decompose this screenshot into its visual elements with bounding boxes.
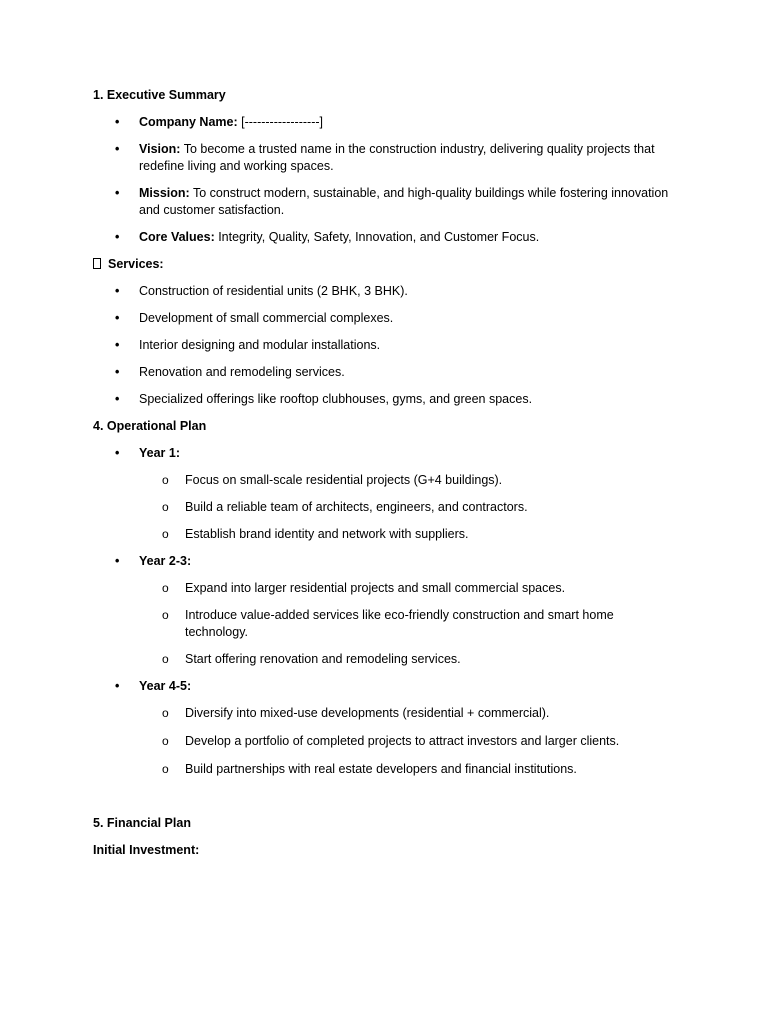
services-heading-text: Services: xyxy=(108,257,164,271)
list-item: • Specialized offerings like rooftop clubhouses, gyms, and green spaces. xyxy=(93,391,673,408)
section-heading-services xyxy=(93,256,673,273)
list-item-core-values xyxy=(93,229,673,246)
operational-plan-list xyxy=(93,445,673,462)
sub-list-item: o Build a reliable team of architects, engineers, and contractors. xyxy=(93,499,673,516)
sub-list-item: o Build partnerships with real estate developers and financial institutions. xyxy=(93,761,673,778)
section-heading-executive-summary: 1. Executive Summary xyxy=(93,88,226,102)
list-item: • Renovation and remodeling services. xyxy=(93,364,673,381)
item-text: Integrity, Quality, Safety, Innovation, and Customer Focus. xyxy=(214,230,540,244)
executive-summary-list xyxy=(93,114,673,246)
sub-list-item: o Diversify into mixed-use developments (residential + commercial). xyxy=(93,705,673,722)
year-4-5-list xyxy=(93,678,673,695)
list-item-mission xyxy=(93,185,673,219)
list-item-company-name xyxy=(93,114,673,131)
list-item: • Interior designing and modular installations. xyxy=(93,337,673,354)
year-2-3-list xyxy=(93,553,673,570)
year-1-sublist xyxy=(93,472,673,543)
item-label: Mission: xyxy=(139,186,190,200)
item-label: Core Values: xyxy=(139,230,215,244)
sub-list-item: o Introduce value-added services like eco-friendly construction and smart home technology. xyxy=(93,607,673,641)
year-label: Year 2-3: xyxy=(139,554,192,568)
list-item: • Construction of residential units (2 BHK, 3 BHK). xyxy=(93,283,673,300)
year-item-4-5 xyxy=(93,678,673,695)
item-text: To become a trusted name in the construction industry, delivering quality projects that redefine living and working spaces. xyxy=(139,142,655,173)
year-item-1 xyxy=(93,445,673,462)
sub-list-item: o Focus on small-scale residential projects (G+4 buildings). xyxy=(93,472,673,489)
list-item: • Development of small commercial complexes. xyxy=(93,310,673,327)
document-page xyxy=(93,87,673,859)
sub-list-item: o Expand into larger residential projects and small commercial spaces. xyxy=(93,580,673,597)
item-text: To construct modern, sustainable, and high-quality buildings while fostering innovation and customer satisfaction. xyxy=(139,186,669,217)
list-item-vision xyxy=(93,141,673,175)
sub-list-item: o Establish brand identity and network with suppliers. xyxy=(93,526,673,543)
sub-list-item: o Develop a portfolio of completed projects to attract investors and larger clients. xyxy=(93,733,673,750)
year-4-5-sublist xyxy=(93,705,673,778)
item-label: Company Name: xyxy=(139,115,238,129)
year-item-2-3 xyxy=(93,553,673,570)
subheading-initial-investment: Initial Investment: xyxy=(93,843,200,857)
section-heading-financial-plan: 5. Financial Plan xyxy=(93,816,191,830)
item-label: Vision: xyxy=(139,142,181,156)
services-list xyxy=(93,283,673,408)
year-label: Year 1: xyxy=(139,446,181,460)
missing-glyph-icon xyxy=(93,258,101,269)
item-text: [------------------] xyxy=(237,115,323,129)
section-heading-operational-plan: 4. Operational Plan xyxy=(93,419,207,433)
sub-list-item: o Start offering renovation and remodeling services. xyxy=(93,651,673,668)
year-2-3-sublist xyxy=(93,580,673,668)
year-label: Year 4-5: xyxy=(139,679,192,693)
